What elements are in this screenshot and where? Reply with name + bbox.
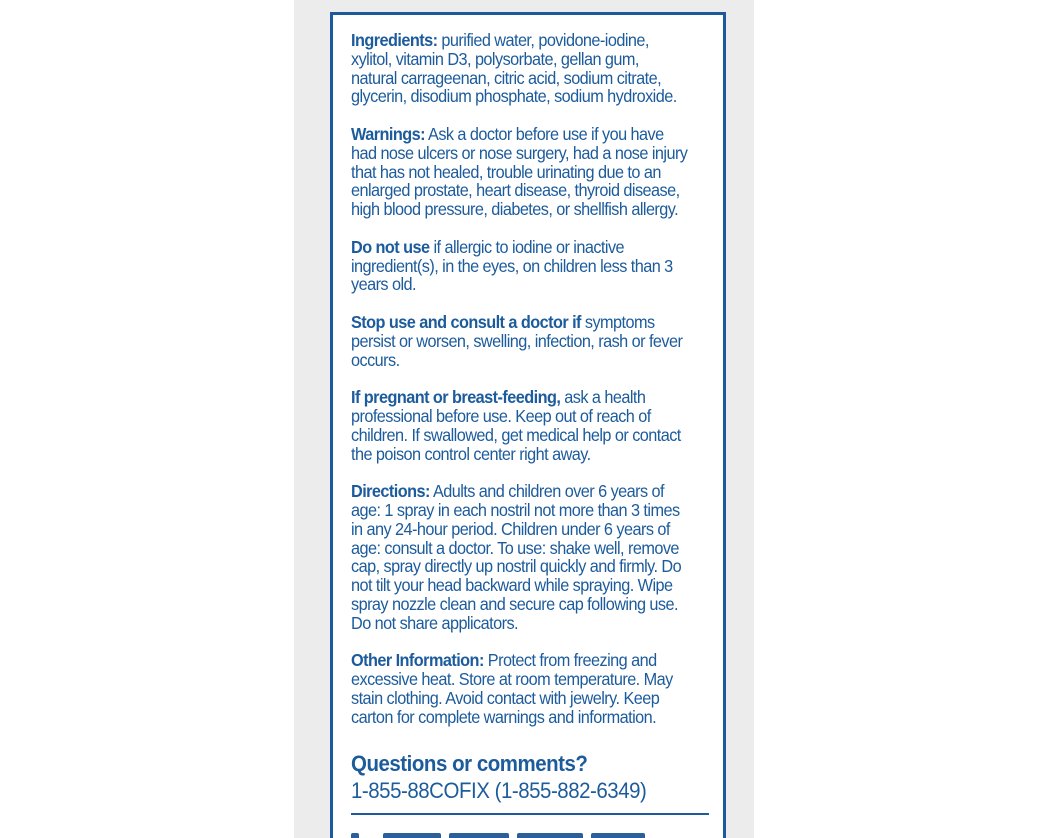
warnings-section [351, 125, 688, 219]
ingredients-text: purified water, povidone-iodine, xylitol, vitamin D3, polysorbate, gellan gum, natural carrageenan, citric acid, sodium citrate, glycerin, disodium phosphate, sodium hydroxide. [351, 30, 677, 107]
warnings-heading: Warnings: [351, 123, 425, 144]
ingredients-heading: Ingredients: [351, 30, 438, 50]
questions-phone: 1-855-88COFIX (1-855-882-6349) [351, 778, 647, 804]
drug-facts-text [351, 31, 688, 804]
questions-heading: Questions or comments? [351, 751, 588, 777]
pregnant-text: ask a health professional before use. Keep out of reach of children. If swallowed, get medical help or contact the poison control center right away. [351, 387, 681, 464]
directions-section [351, 482, 688, 632]
divider-line [351, 813, 709, 815]
other-information-section [351, 651, 688, 726]
cutoff-glyph [517, 833, 583, 838]
cutoff-text-row [351, 829, 711, 838]
do-not-use-heading: Do not use [351, 236, 430, 257]
pregnant-heading: If pregnant or breast-feeding, [351, 387, 561, 408]
directions-heading: Directions: [351, 481, 430, 502]
ingredients-section [351, 31, 688, 106]
pregnant-section [351, 388, 688, 463]
other-information-heading: Other Information: [351, 650, 484, 671]
other-information-text: Protect from freezing and excessive heat. Store at room temperature. May stain clothing. Avoid contact with jewelry. Keep carton for complete warnings and information. [351, 650, 673, 727]
directions-text: Adults and children over 6 years of age: 1 spray in each nostril not more than 3 times in any 24-hour period. Children under 6 years of age: consult a doctor. To use: shake well, remove cap, spray directly up nostril quickly and firmly. Do not tilt your head backward while spraying. Wipe spray nozzle clean and secure cap following use. Do not share applicators. [351, 481, 682, 633]
stop-use-section [351, 313, 688, 369]
stop-use-text: symptoms persist or worsen, swelling, infection, rash or fever occurs. [351, 311, 683, 370]
do-not-use-section [351, 238, 688, 294]
cutoff-glyph [383, 833, 441, 838]
do-not-use-text: if allergic to iodine or inactive ingredient(s), in the eyes, on children less than 3 years old. [351, 236, 673, 295]
questions-section [351, 750, 688, 804]
cutoff-glyph [351, 833, 359, 838]
warnings-text: Ask a doctor before use if you have had nose ulcers or nose surgery, had a nose injury that has not healed, trouble urinating due to an enlarged prostate, heart disease, thyroid disease, high blood pressure, diabetes, or shellfish allergy. [351, 123, 688, 220]
cutoff-glyph [449, 833, 509, 838]
stop-use-heading: Stop use and consult a doctor if [351, 311, 581, 332]
cutoff-glyph [591, 833, 645, 838]
